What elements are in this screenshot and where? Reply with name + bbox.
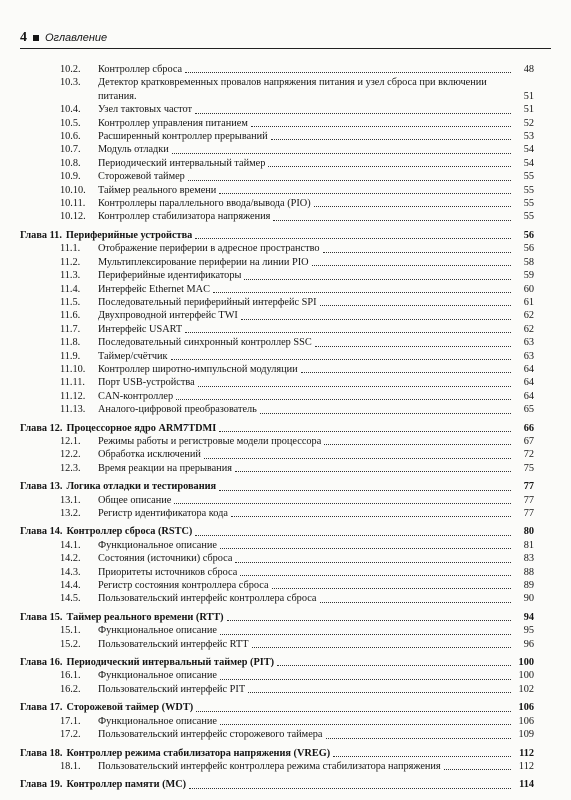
toc-entry-page: 63 — [523, 350, 534, 362]
toc-entry-page: 94 — [523, 611, 534, 623]
toc-section-entry — [20, 130, 534, 143]
dot-leader — [235, 562, 511, 563]
toc-entry-page: 109 — [518, 729, 534, 741]
toc-entry-page: 112 — [519, 747, 534, 759]
toc-entry-title: Контроллер сброса (RSTC) — [66, 526, 193, 538]
toc-entry-title: Мультиплексирование периферии на линии PIO — [98, 256, 309, 268]
toc-section-entry — [20, 435, 534, 448]
toc-entry-title: Интерфейс USART — [98, 323, 183, 335]
toc-entry-number: 10.5. — [60, 117, 81, 129]
dot-leader — [213, 292, 511, 293]
toc-section-entry — [20, 566, 534, 579]
toc-entry-title: Контроллер стабилизатора напряжения — [98, 211, 271, 223]
toc-entry-number: 16.2. — [60, 683, 81, 695]
dot-leader — [220, 548, 511, 549]
dot-leader — [333, 756, 511, 757]
toc-entry-page: 114 — [519, 779, 534, 791]
dot-leader — [320, 305, 511, 306]
toc-chapter-entry — [20, 422, 534, 435]
toc-entry-number: 10.7. — [60, 144, 81, 156]
toc-entry-number: Глава 18. — [20, 747, 63, 759]
toc-entry-number: 10.9. — [60, 171, 81, 183]
dot-leader — [176, 399, 511, 400]
page-number: 4 — [20, 30, 27, 45]
toc-entry-page: 55 — [523, 184, 534, 196]
toc-entry-title: Контроллер широтно-импульсной модуляции — [98, 363, 298, 375]
toc-entry-page: 90 — [523, 593, 534, 605]
toc-chapter-entry — [20, 656, 534, 669]
toc-entry-page: 72 — [523, 449, 534, 461]
toc-entry-number: 10.8. — [60, 157, 81, 169]
toc-section-entry — [20, 63, 534, 76]
toc-entry-title: Периодический интервальный таймер — [98, 157, 266, 169]
toc-entry-number: 11.7. — [60, 323, 81, 335]
toc-section-entry — [20, 103, 534, 116]
dot-leader — [185, 332, 511, 333]
toc-section-entry — [20, 579, 534, 592]
toc-section-entry — [20, 283, 534, 296]
toc-entry-title: Обработка исключений — [98, 449, 201, 461]
toc-entry-number: 11.9. — [60, 350, 81, 362]
toc-entry-page: 54 — [523, 157, 534, 169]
dot-leader — [271, 139, 511, 140]
toc-entry-number: 10.4. — [60, 104, 81, 116]
toc-entry-page: 77 — [523, 494, 534, 506]
toc-section-entry — [20, 256, 534, 269]
toc-entry-number: 11.2. — [60, 256, 81, 268]
toc-entry-number: 11.11. — [60, 377, 85, 389]
toc-entry-number: Глава 16. — [20, 657, 63, 669]
dot-leader — [314, 206, 511, 207]
toc-entry-title: Порт USB-устройства — [98, 377, 195, 389]
toc-entry-title: Пользовательский интерфейс контроллера сброса — [98, 593, 317, 605]
square-bullet-icon — [33, 35, 39, 41]
toc-section-entry — [20, 197, 534, 210]
dot-leader — [315, 346, 511, 347]
toc-entry-number: 13.1. — [60, 494, 81, 506]
toc-section-entry — [20, 157, 534, 170]
toc-section-entry — [20, 363, 534, 376]
dot-leader — [248, 692, 511, 693]
toc-entry-page: 106 — [518, 702, 534, 714]
toc-section-entry — [20, 715, 534, 728]
toc-entry-number: 11.5. — [60, 296, 81, 308]
dot-leader — [244, 279, 511, 280]
dot-leader — [195, 238, 511, 239]
toc-section-entry — [20, 336, 534, 349]
dot-leader — [326, 738, 512, 739]
toc-section-entry — [20, 350, 534, 363]
dot-leader — [172, 153, 511, 154]
dot-leader — [174, 503, 511, 504]
toc-entry-title: Таймер реального времени — [98, 184, 217, 196]
toc-entry-page: 64 — [523, 390, 534, 402]
toc-entry-number: 11.4. — [60, 283, 81, 295]
dot-leader — [171, 359, 511, 360]
toc-entry-page: 53 — [523, 131, 534, 143]
toc-entry-page: 52 — [523, 117, 534, 129]
toc-entry-number: 12.1. — [60, 435, 81, 447]
toc-entry-page: 65 — [523, 404, 534, 416]
dot-leader — [195, 535, 511, 536]
toc-section-entry — [20, 728, 534, 741]
dot-leader — [277, 665, 511, 666]
dot-leader — [251, 126, 511, 127]
toc-section-entry — [20, 242, 534, 255]
running-header — [20, 30, 107, 46]
toc-entry-title: Периферийные устройства — [65, 229, 193, 241]
toc-entry-number: 11.10. — [60, 363, 86, 375]
dot-leader — [273, 220, 511, 221]
dot-leader — [272, 588, 511, 589]
toc-entry-title: Аналого-цифровой преобразователь — [98, 404, 257, 416]
dot-leader — [219, 490, 511, 491]
toc-section-entry — [20, 376, 534, 389]
toc-entry-page: 67 — [523, 435, 534, 447]
toc-entry-title: Последовательный синхронный контроллер SSC — [98, 337, 312, 349]
toc-chapter-entry — [20, 229, 534, 242]
toc-entry-page: 62 — [523, 310, 534, 322]
toc-entry-page: 106 — [518, 715, 534, 727]
dot-leader — [227, 620, 511, 621]
toc-entry-page: 61 — [523, 296, 534, 308]
dot-leader — [219, 193, 511, 194]
toc-entry-number: 11.8. — [60, 337, 81, 349]
toc-entry-number: 11.6. — [60, 310, 81, 322]
toc-entry-number: Глава 15. — [20, 611, 63, 623]
dot-leader — [235, 471, 511, 472]
toc-entry-number: 12.2. — [60, 449, 81, 461]
toc-entry-title: Двухпроводной интерфейс TWI — [98, 310, 238, 322]
toc-entry-title: Пользовательский интерфейс сторожевого таймера — [98, 729, 323, 741]
toc-entry-title: Пользовательский интерфейс RTT — [98, 638, 249, 650]
toc-entry-title: Детектор кратковременных провалов напряжения питания и узел сброса при включении питания. — [98, 77, 487, 102]
toc-section-entry — [20, 507, 534, 520]
toc-entry-page: 77 — [523, 508, 534, 519]
toc-entry-title: Пользовательский интерфейс контроллера режима стабилизатора напряжения — [98, 760, 441, 772]
toc-entry-title: Интерфейс Ethernet MAC — [98, 283, 210, 295]
dot-leader — [220, 724, 511, 725]
toc-section-entry — [20, 669, 534, 682]
toc-section-entry — [20, 296, 534, 309]
toc-chapter-entry — [20, 525, 534, 538]
toc-entry-number: 14.1. — [60, 539, 81, 551]
toc-section-entry — [20, 117, 534, 130]
toc-section-entry — [20, 309, 534, 322]
toc-entry-page: 63 — [523, 337, 534, 349]
toc-entry-title: Состояния (источники) сброса — [98, 553, 233, 565]
toc-entry-title: CAN-контроллер — [98, 390, 174, 402]
toc-section-entry — [20, 494, 534, 507]
toc-entry-page: 56 — [523, 243, 534, 255]
toc-entry-page: 48 — [523, 64, 534, 75]
dot-leader — [185, 72, 511, 73]
toc-section-entry — [20, 184, 534, 197]
toc-entry-page: 96 — [523, 638, 534, 650]
dot-leader — [301, 372, 511, 373]
toc-entry-title: Общее описание — [98, 494, 172, 506]
toc-entry-number: 10.2. — [60, 64, 81, 75]
toc-entry-number: 10.11. — [60, 198, 86, 210]
dot-leader — [189, 788, 511, 789]
toc-entry-number: 16.1. — [60, 670, 81, 682]
dot-leader — [252, 647, 511, 648]
toc-section-entry — [20, 76, 534, 103]
toc-entry-page: 56 — [523, 229, 534, 241]
toc-entry-title: Контроллер управления питанием — [98, 117, 248, 129]
toc-section-entry — [20, 269, 534, 282]
dot-leader — [195, 113, 511, 114]
toc-entry-page: 100 — [518, 670, 534, 682]
toc-entry-number: 13.2. — [60, 508, 81, 519]
toc-entry-title: Таймер/счётчик — [98, 350, 168, 362]
header-rule — [20, 48, 551, 49]
dot-leader — [323, 252, 511, 253]
toc-entry-page: 102 — [518, 683, 534, 695]
toc-entry-number: 14.3. — [60, 566, 81, 578]
toc-section-entry — [20, 390, 534, 403]
toc-entry-number: Глава 17. — [20, 702, 63, 714]
toc-entry-number: Глава 19. — [20, 779, 63, 791]
toc-entry-title: Модуль отладки — [98, 144, 169, 156]
toc-entry-title: Контроллер памяти (MC) — [66, 779, 187, 791]
toc-chapter-entry — [20, 701, 534, 714]
dot-leader — [260, 413, 511, 414]
toc-section-entry — [20, 448, 534, 461]
toc-entry-title: Узел тактовых частот — [98, 104, 193, 116]
toc-entry-title: Последовательный периферийный интерфейс SPI — [98, 296, 317, 308]
toc-chapter-entry — [20, 747, 534, 760]
toc-section-entry — [20, 760, 534, 773]
toc-entry-title: Регистр состояния контроллера сброса — [98, 580, 269, 592]
toc-entry-title: Периодический интервальный таймер (PIT) — [66, 657, 275, 669]
toc-section-entry — [20, 170, 534, 183]
toc-section-entry — [20, 143, 534, 156]
toc-entry-page: 95 — [523, 625, 534, 637]
toc-section-entry — [20, 638, 534, 651]
toc-entry-title: Сторожевой таймер — [98, 171, 185, 183]
dot-leader — [231, 516, 511, 517]
dot-leader — [198, 386, 511, 387]
toc-entry-page: 83 — [523, 553, 534, 565]
toc-section-entry — [20, 323, 534, 336]
toc-entry-page: 55 — [523, 211, 534, 223]
toc-entry-title: Процессорное ядро ARM7TDMI — [66, 422, 217, 434]
dot-leader — [220, 679, 511, 680]
toc-section-entry — [20, 683, 534, 696]
toc-section-entry — [20, 403, 534, 416]
toc-entry-number: 11.1. — [60, 243, 81, 255]
toc-entry-title: Функциональное описание — [98, 625, 217, 637]
toc-entry-title: Контроллер сброса — [98, 64, 183, 75]
toc-entry-number: Глава 11. — [20, 229, 62, 241]
table-of-contents — [20, 63, 534, 792]
dot-leader — [268, 166, 511, 167]
toc-section-entry — [20, 462, 534, 475]
toc-entry-number: 14.2. — [60, 553, 81, 565]
toc-entry-title: Функциональное описание — [98, 539, 217, 551]
header-title: Оглавление — [45, 32, 108, 44]
toc-entry-title: Расширенный контроллер прерываний — [98, 131, 268, 143]
toc-entry-title: Пользовательский интерфейс PIT — [98, 683, 246, 695]
toc-entry-number: 14.5. — [60, 593, 81, 605]
toc-chapter-entry — [20, 778, 534, 791]
toc-entry-number: Глава 13. — [20, 481, 63, 493]
toc-entry-page: 89 — [523, 580, 534, 592]
toc-entry-title: Время реакции на прерывания — [98, 462, 232, 474]
toc-entry-number: 12.3. — [60, 462, 81, 474]
toc-entry-title: Функциональное описание — [98, 670, 217, 682]
toc-entry-page: 88 — [523, 566, 534, 578]
dot-leader — [196, 711, 511, 712]
dot-leader — [188, 180, 511, 181]
toc-entry-title: Контроллер режима стабилизатора напряжения (VREG) — [66, 747, 331, 759]
toc-entry-number: 15.1. — [60, 625, 81, 637]
dot-leader — [241, 319, 511, 320]
toc-chapter-entry — [20, 611, 534, 624]
dot-leader — [204, 458, 511, 459]
toc-entry-number: 14.4. — [60, 580, 81, 592]
toc-entry-title: Контроллеры параллельного ввода/вывода (PIO) — [98, 198, 311, 210]
toc-entry-number: 18.1. — [60, 760, 81, 772]
dot-leader — [444, 769, 511, 770]
toc-entry-number: 10.6. — [60, 131, 81, 143]
toc-entry-page: 80 — [523, 526, 534, 538]
toc-entry-number: 10.3. — [60, 77, 81, 89]
toc-section-entry — [20, 539, 534, 552]
toc-entry-page: 81 — [523, 539, 534, 551]
toc-entry-title: Режимы работы и регистровые модели процессора — [98, 435, 322, 447]
toc-entry-page: 64 — [523, 377, 534, 389]
toc-entry-page: 66 — [523, 422, 534, 434]
toc-entry-number: 11.13. — [60, 404, 86, 416]
toc-entry-page: 77 — [523, 481, 534, 493]
toc-entry-page: 112 — [518, 760, 534, 772]
toc-entry-title: Логика отладки и тестирования — [66, 481, 217, 493]
toc-entry-number: Глава 14. — [20, 526, 63, 538]
dot-leader — [320, 602, 512, 603]
toc-section-entry — [20, 210, 534, 223]
toc-entry-page: 51 — [523, 90, 534, 102]
toc-entry-title: Сторожевой таймер (WDT) — [66, 702, 194, 714]
toc-entry-page: 64 — [523, 363, 534, 375]
toc-chapter-entry — [20, 480, 534, 493]
toc-entry-number: 17.2. — [60, 729, 81, 741]
toc-entry-page: 58 — [523, 256, 534, 268]
dot-leader — [312, 265, 511, 266]
toc-entry-title: Регистр идентификатора кода — [98, 508, 228, 519]
toc-section-entry — [20, 592, 534, 605]
toc-entry-title: Отображение периферии в адресное пространство — [98, 243, 320, 255]
toc-entry-page: 54 — [523, 144, 534, 156]
toc-entry-page: 60 — [523, 283, 534, 295]
toc-entry-number: 17.1. — [60, 715, 81, 727]
toc-entry-number: Глава 12. — [20, 422, 63, 434]
toc-section-entry — [20, 624, 534, 637]
dot-leader — [240, 575, 511, 576]
toc-entry-page: 62 — [523, 323, 534, 335]
toc-section-entry — [20, 552, 534, 565]
toc-entry-number: 10.12. — [60, 211, 86, 223]
toc-entry-number: 11.12. — [60, 390, 86, 402]
toc-entry-title: Функциональное описание — [98, 715, 217, 727]
toc-entry-title: Таймер реального времени (RTT) — [66, 611, 224, 623]
toc-entry-page: 55 — [523, 198, 534, 210]
toc-entry-page: 100 — [518, 657, 534, 669]
toc-entry-number: 15.2. — [60, 638, 81, 650]
toc-entry-number: 10.10. — [60, 184, 86, 196]
dot-leader — [220, 634, 511, 635]
toc-entry-title: Периферийные идентификаторы — [98, 270, 242, 282]
toc-entry-page: 51 — [523, 104, 534, 116]
dot-leader — [219, 431, 511, 432]
dot-leader — [324, 444, 511, 445]
toc-entry-page: 75 — [523, 462, 534, 474]
toc-entry-page: 59 — [523, 270, 534, 282]
toc-entry-page: 55 — [523, 171, 534, 183]
toc-entry-title: Приоритеты источников сброса — [98, 566, 238, 578]
toc-entry-number: 11.3. — [60, 270, 81, 282]
